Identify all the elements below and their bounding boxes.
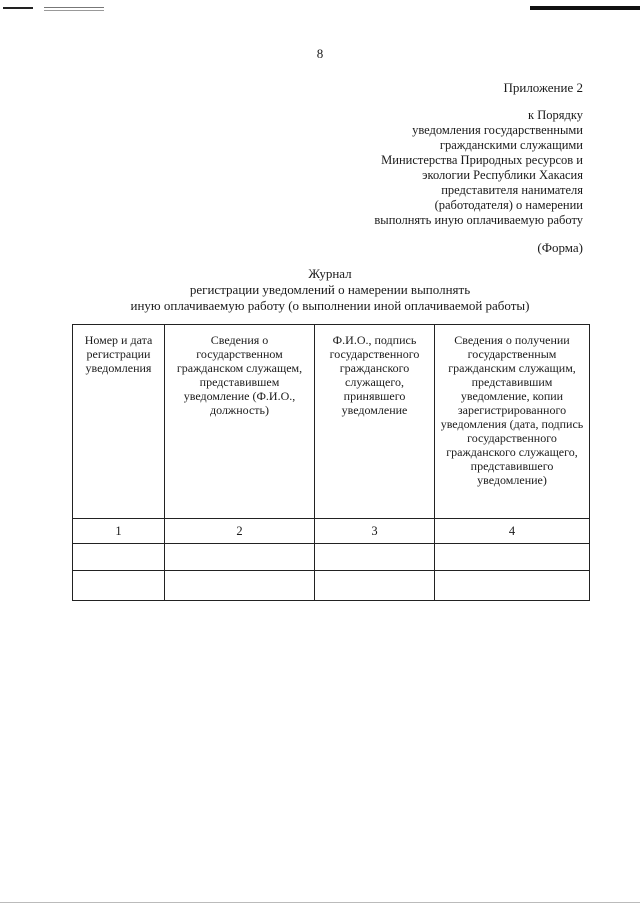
table-cell xyxy=(315,544,435,571)
appendix-line: представителя нанимателя xyxy=(441,183,583,197)
column-header: Ф.И.О., подпись государственного гражданского служащего, принявшего уведомление xyxy=(315,325,435,519)
column-number: 3 xyxy=(315,519,435,544)
table-header-row xyxy=(73,325,590,519)
table-cell xyxy=(165,571,315,601)
appendix-line: (работодателя) о намерении xyxy=(434,198,583,212)
scan-mark xyxy=(530,6,640,10)
table-cell xyxy=(435,571,590,601)
journal-title-line: регистрации уведомлений о намерении выполнять xyxy=(189,282,471,297)
column-number-row xyxy=(73,519,590,544)
journal-title-line: Журнал xyxy=(308,266,352,281)
appendix-line: уведомления государственными xyxy=(412,123,583,137)
table-cell xyxy=(165,544,315,571)
page-number: 8 xyxy=(316,46,324,61)
appendix-body xyxy=(283,108,583,228)
form-label: (Форма) xyxy=(537,240,583,255)
column-number: 2 xyxy=(165,519,315,544)
table-cell xyxy=(73,571,165,601)
table-row xyxy=(73,571,590,601)
registration-journal-table xyxy=(72,324,590,601)
appendix-line: выполнять иную оплачиваемую работу xyxy=(374,213,583,227)
table-cell xyxy=(435,544,590,571)
scan-mark xyxy=(44,10,104,11)
table-row xyxy=(73,544,590,571)
scan-edge-bottom xyxy=(0,902,640,903)
table-cell xyxy=(315,571,435,601)
table-cell xyxy=(73,544,165,571)
appendix-line: экологии Республики Хакасия xyxy=(422,168,583,182)
column-header: Сведения о государственном гражданском служащем, представившем уведомление (Ф.И.О., должность) xyxy=(165,325,315,519)
column-header: Номер и дата регистрации уведомления xyxy=(73,325,165,519)
column-number: 4 xyxy=(435,519,590,544)
appendix-line: Министерства Природных ресурсов и xyxy=(381,153,583,167)
appendix-title: Приложение 2 xyxy=(503,80,583,95)
journal-title-line: иную оплачиваемую работу (о выполнении иной оплачиваемой работы) xyxy=(130,298,530,313)
scan-edge-top xyxy=(0,5,640,11)
journal-title xyxy=(0,266,640,314)
scan-mark xyxy=(44,7,104,8)
scan-mark xyxy=(3,7,33,9)
appendix-line: гражданскими служащими xyxy=(439,138,583,152)
column-header: Сведения о получении государственным гражданским служащим, представившим уведомление, копии зарегистрированного уведомления (дата, подпись государственного гражданского служащего, представившего уведомление) xyxy=(435,325,590,519)
column-number: 1 xyxy=(73,519,165,544)
appendix-line: к Порядку xyxy=(528,108,583,122)
